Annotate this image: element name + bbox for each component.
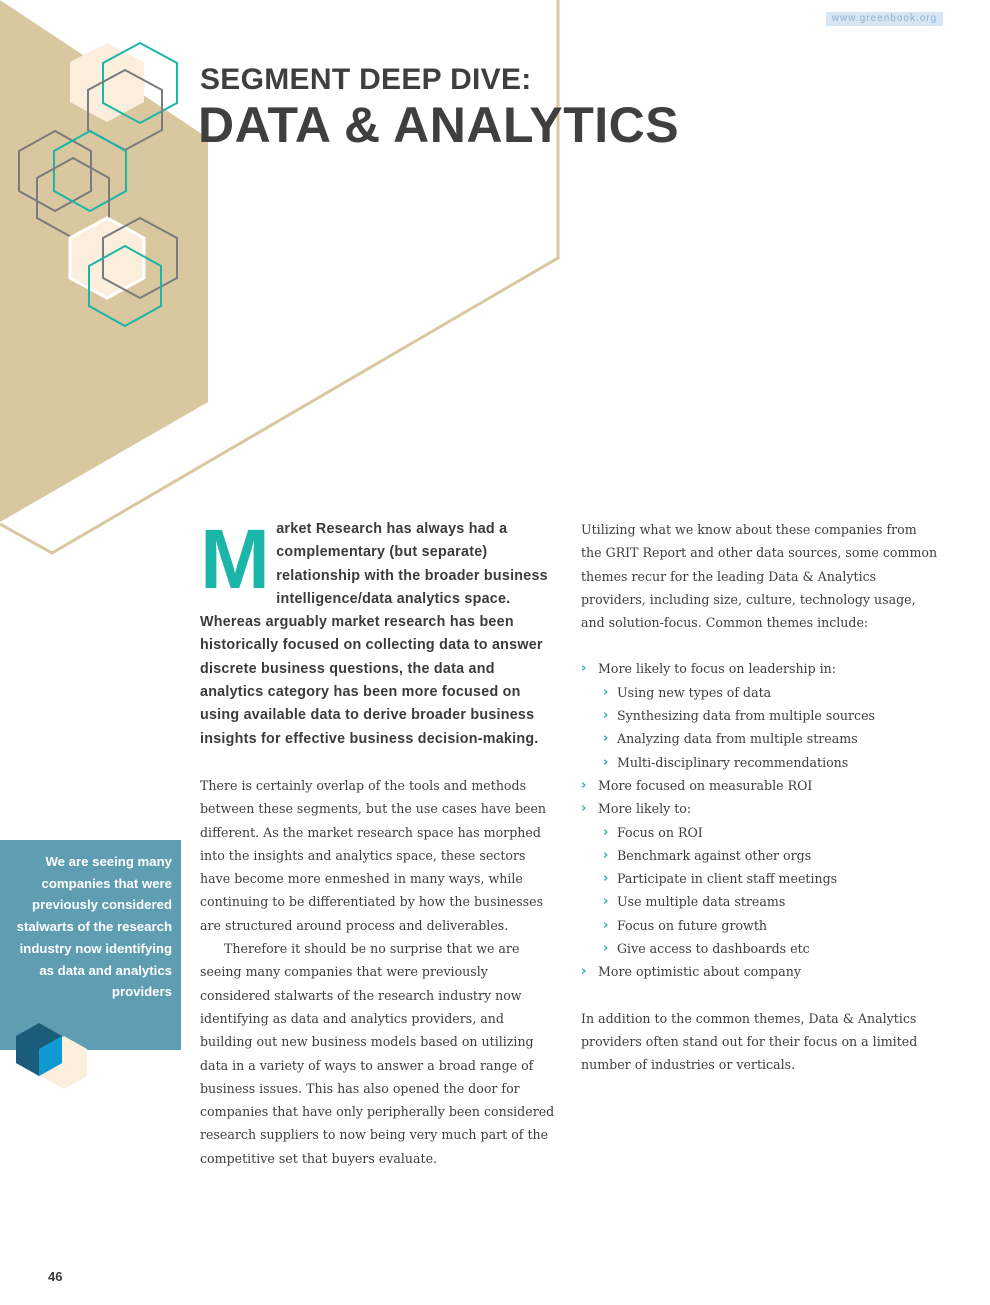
theme-subitem <box>581 681 941 704</box>
theme-text: More optimistic about company <box>598 964 801 980</box>
theme-subitem <box>581 727 941 750</box>
theme-subitem <box>581 844 941 867</box>
theme-text: Benchmark against other orgs <box>617 847 812 863</box>
chevron-right-icon: › <box>603 941 609 957</box>
chevron-right-icon: › <box>603 708 609 724</box>
website-url[interactable]: www.greenbook.org <box>826 12 943 26</box>
chevron-right-icon: › <box>603 894 609 910</box>
theme-subitem <box>581 704 941 727</box>
theme-text: Using new types of data <box>617 684 772 700</box>
page-title: DATA & ANALYTICS <box>198 97 680 153</box>
theme-item <box>581 774 941 797</box>
chevron-right-icon: › <box>581 801 587 817</box>
chevron-right-icon: › <box>581 777 587 793</box>
theme-text: More focused on measurable ROI <box>598 777 813 793</box>
body-paragraph-2: Therefore it should be no surprise that we are seeing many companies that were previously considered stalwarts of the research industry now identifying as data and analytics providers, and building out new business models based on utilizing data in a variety of ways to answer a broad range of business issues. This has also opened the door for companies that have only peripherally been considered research suppliers to now being very much part of the competitive set that buyers evaluate. <box>200 941 555 1166</box>
chevron-right-icon: › <box>603 847 609 863</box>
theme-text: Synthesizing data from multiple sources <box>617 708 876 724</box>
theme-text: Focus on future growth <box>617 917 767 933</box>
theme-text: Analyzing data from multiple streams <box>617 731 858 747</box>
theme-subitem <box>581 890 941 913</box>
theme-subitem <box>581 821 941 844</box>
intro-paragraph <box>200 512 558 751</box>
closing-paragraph: In addition to the common themes, Data & Analytics providers often stand out for their focus on a limited number of industries or verticals. <box>581 1010 918 1073</box>
chevron-right-icon: › <box>581 661 587 677</box>
theme-subitem <box>581 751 941 774</box>
theme-text: Participate in client staff meetings <box>617 871 838 887</box>
intro-text: arket Research has always had a complementary (but separate) relationship with the broader business intelligence/data analytics space. Whereas arguably market research has been historically focused on collecting data to answer discrete business questions, the data and analytics category has been more focused on using available data to derive broader business insights for effective business decision-making. <box>200 521 548 747</box>
chevron-right-icon: › <box>581 964 587 980</box>
theme-item <box>581 797 941 820</box>
theme-item <box>581 960 941 983</box>
page-number: 46 <box>48 1269 63 1284</box>
cube-icon <box>14 1020 94 1100</box>
common-themes-list <box>581 657 941 983</box>
theme-subitem <box>581 867 941 890</box>
themes-intro-paragraph: Utilizing what we know about these companies from the GRIT Report and other data sources, some common themes recur for the leading Data & Analytics providers, including size, culture, technology usage, and solution-focus. Common themes include: <box>581 522 938 631</box>
theme-text: Use multiple data streams <box>617 894 786 910</box>
chevron-right-icon: › <box>603 731 609 747</box>
page-subtitle: SEGMENT DEEP DIVE: <box>200 63 532 96</box>
chevron-right-icon: › <box>603 684 609 700</box>
right-column <box>581 518 941 1077</box>
pull-quote-text: We are seeing many companies that were previously considered stalwarts of the research industry now identifying as data and analytics providers <box>16 854 172 1000</box>
left-column <box>200 512 558 1170</box>
body-paragraph-1: There is certainly overlap of the tools and methods between these segments, but the use cases have been different. As the market research space has morphed into the insights and analytics space, these sectors have become more enmeshed in many ways, while continuing to be differentiated by how the businesses are structured around process and deliverables. <box>200 777 547 933</box>
theme-text: Give access to dashboards etc <box>617 941 810 957</box>
chevron-right-icon: › <box>603 754 609 770</box>
drop-cap: M <box>200 512 271 606</box>
theme-text: More likely to focus on leadership in: <box>598 661 837 677</box>
theme-text: Multi-disciplinary recommendations <box>617 754 849 770</box>
theme-item <box>581 657 941 680</box>
chevron-right-icon: › <box>603 871 609 887</box>
chevron-right-icon: › <box>603 917 609 933</box>
theme-subitem <box>581 937 941 960</box>
theme-text: Focus on ROI <box>617 824 703 840</box>
chevron-right-icon: › <box>603 824 609 840</box>
pull-quote-callout <box>0 840 181 1050</box>
theme-subitem <box>581 914 941 937</box>
theme-text: More likely to: <box>598 801 692 817</box>
